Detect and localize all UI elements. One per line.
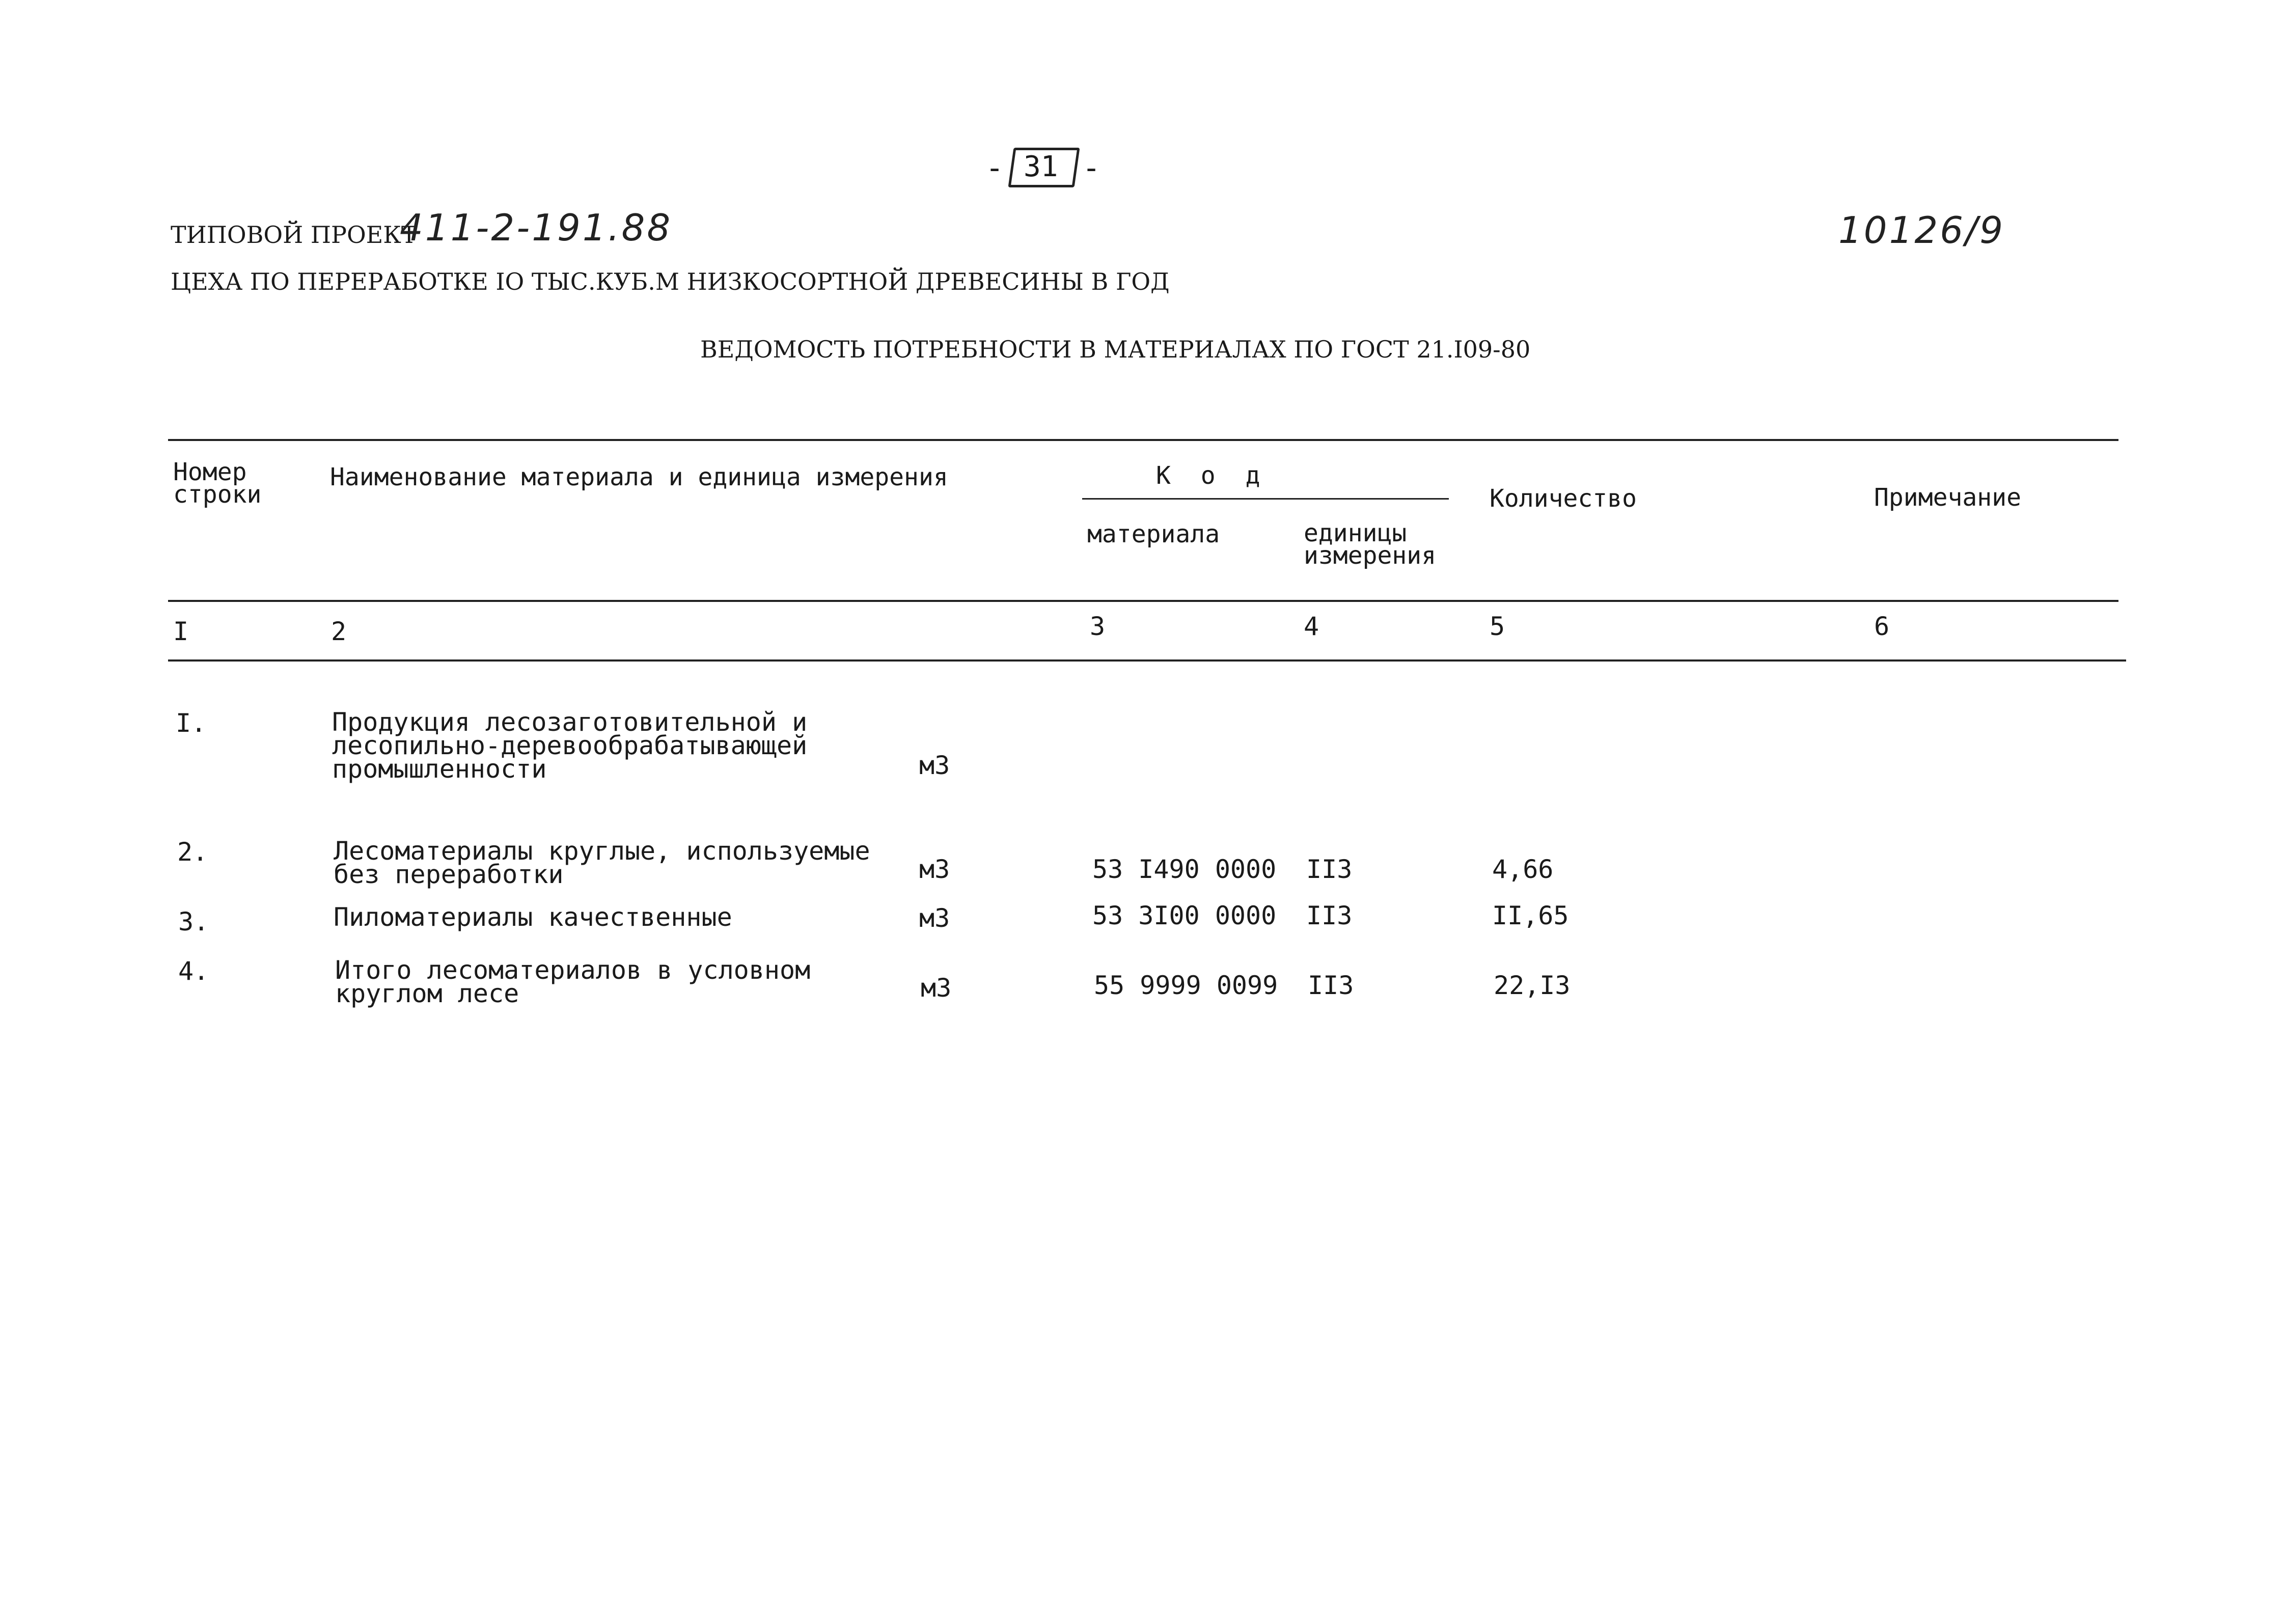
table-column-number-rule bbox=[168, 659, 2126, 662]
code-sub-rule bbox=[1082, 498, 1449, 500]
header-material-name: Наименование материала и единица измерения bbox=[330, 463, 948, 491]
row-4-name-line-2: круглом лесе bbox=[335, 979, 519, 1008]
project-label: ТИПОВОЙ ПРОЕКТ bbox=[171, 221, 417, 249]
row-4-unit: м3 bbox=[921, 973, 952, 1003]
header-unit-code-line-2: измерения bbox=[1304, 541, 1437, 570]
row-2-quantity: 4,66 bbox=[1492, 855, 1554, 884]
row-2-name-line-1: Лесоматериалы круглые, используемые bbox=[334, 836, 870, 866]
row-1-name-line-1: Продукция лесозаготовительной и bbox=[332, 707, 808, 737]
row-2-unit: м3 bbox=[919, 855, 950, 884]
column-number-5: 5 bbox=[1490, 612, 1505, 641]
row-3-name-line-1: Пиломатериалы качественные bbox=[334, 902, 732, 932]
column-number-6: 6 bbox=[1874, 612, 1890, 641]
header-note: Примечание bbox=[1874, 483, 2021, 512]
header-row-number-line-1: Номер bbox=[173, 458, 247, 486]
row-3-quantity: II,65 bbox=[1492, 901, 1569, 930]
row-4-quantity: 22,I3 bbox=[1494, 971, 1571, 1000]
row-3-name bbox=[334, 902, 732, 932]
header-code: К о д bbox=[1156, 461, 1260, 490]
row-1-name-line-3: промышленности bbox=[332, 754, 547, 784]
row-4-number: 4. bbox=[178, 956, 209, 986]
page-dash-left: - bbox=[985, 150, 1004, 186]
row-2-material-code: 53 I490 0000 bbox=[1092, 855, 1277, 884]
row-4-name-line-1: Итого лесоматериалов в условном bbox=[335, 955, 811, 985]
row-1-name bbox=[332, 707, 808, 784]
header-row-number bbox=[173, 458, 262, 509]
row-2-unit-code: II3 bbox=[1306, 855, 1353, 884]
row-2-name-line-2: без переработки bbox=[334, 860, 564, 889]
header-unit-code bbox=[1304, 519, 1437, 570]
inventory-number: 10126/9 bbox=[1838, 209, 2005, 252]
row-1-number: I. bbox=[176, 708, 207, 738]
document-title: ВЕДОМОСТЬ ПОТРЕБНОСТИ В МАТЕРИАЛАХ ПО ГОСТ 21.I09-80 bbox=[700, 336, 1531, 363]
column-number-4: 4 bbox=[1304, 612, 1319, 641]
project-subtitle: ЦЕХА ПО ПЕРЕРАБОТКЕ IO ТЫС.КУБ.М НИЗКОСОРТНОЙ ДРЕВЕСИНЫ В ГОД bbox=[171, 268, 1170, 295]
row-2-number: 2. bbox=[177, 837, 208, 867]
row-4-material-code: 55 9999 0099 bbox=[1094, 971, 1278, 1000]
table-top-rule bbox=[168, 439, 2118, 441]
page-number: 31 bbox=[1024, 150, 1058, 183]
column-number-2: 2 bbox=[331, 617, 347, 646]
row-1-name-line-2: лесопильно-деревообрабатывающей bbox=[332, 731, 808, 760]
header-row-number-line-2: строки bbox=[173, 480, 262, 509]
header-quantity: Количество bbox=[1490, 484, 1637, 513]
column-number-1: I bbox=[173, 617, 189, 646]
row-3-material-code: 53 3I00 0000 bbox=[1092, 901, 1277, 930]
row-4-name bbox=[335, 955, 811, 1008]
row-3-unit-code: II3 bbox=[1306, 901, 1353, 930]
row-3-number: 3. bbox=[178, 907, 209, 937]
table-header-rule bbox=[168, 600, 2118, 602]
row-1-unit: м3 bbox=[919, 751, 950, 780]
header-material-code: материала bbox=[1087, 520, 1220, 548]
header-unit-code-line-1: единицы bbox=[1304, 519, 1407, 547]
row-3-unit: м3 bbox=[919, 903, 950, 933]
project-number: 411-2-191.88 bbox=[400, 206, 673, 249]
column-number-3: 3 bbox=[1090, 612, 1106, 641]
page-dash-right: - bbox=[1082, 150, 1101, 186]
row-2-name bbox=[334, 836, 870, 889]
row-4-unit-code: II3 bbox=[1308, 971, 1354, 1000]
